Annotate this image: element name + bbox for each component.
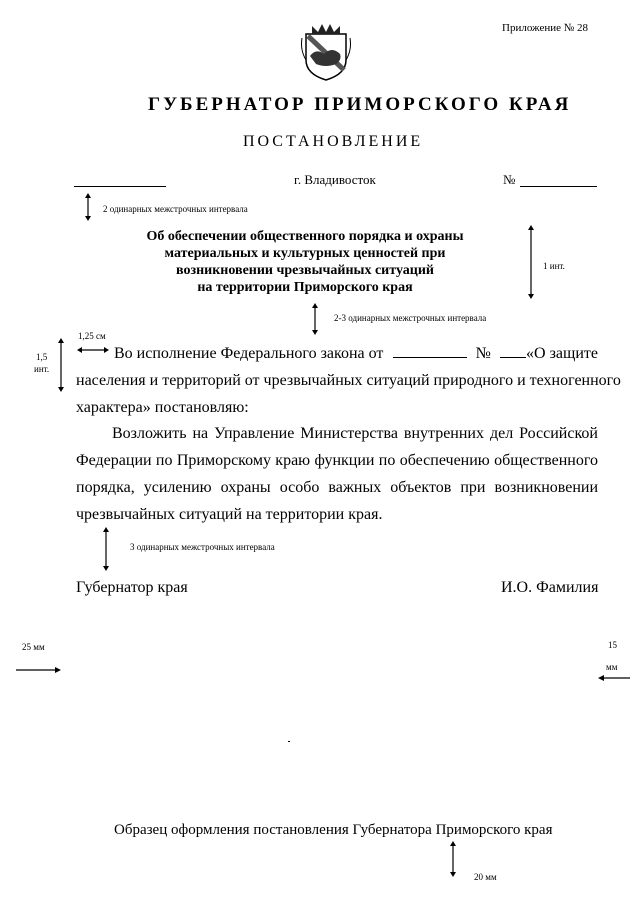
spacing-annotation-unit: инт. [34, 364, 50, 374]
divider-dot [288, 741, 290, 742]
right-margin-annotation-unit: мм [606, 662, 618, 672]
law-date-line [393, 340, 467, 358]
law-number-group [500, 340, 598, 367]
law-number-line [500, 340, 526, 358]
signature-name: И.О. Фамилия [501, 579, 599, 596]
paragraph-line [76, 340, 598, 367]
number-line [520, 172, 597, 187]
heading-line: на территории Приморского края [197, 280, 413, 295]
coat-of-arms-emblem [300, 20, 352, 82]
vertical-arrow-icon [527, 224, 535, 300]
indent-annotation: 1,25 см [78, 331, 106, 341]
heading-line: материальных и культурных ценностей при [164, 246, 446, 261]
law-reference-text: Во исполнение Федерального закона от [114, 345, 384, 362]
interval-annotation: 2-3 одинарных межстрочных интервала [334, 313, 487, 323]
vertical-arrow-icon [449, 840, 457, 878]
vertical-arrow-icon [102, 526, 110, 572]
heading-line: Об обеспечении общественного порядка и охраны [146, 229, 464, 244]
document-type: ПОСТАНОВЛЕНИЕ [243, 133, 424, 150]
city-label: г. Владивосток [294, 172, 376, 187]
document-heading [140, 228, 470, 296]
left-margin-annotation: 25 мм [22, 642, 45, 652]
paragraph-line: населения и территорий от чрезвычайных ситуаций природного и техногенного [76, 372, 621, 389]
paragraph-main: Возложить на Управление Министерства внутренних дел Российской Федерации по Приморскому краю функции по обеспечению общественного порядка, усилению охраны особо важных объектов при возникновении чрезвычайных ситуаций на территории края. [76, 425, 598, 523]
bottom-margin-annotation: 20 мм [474, 872, 497, 882]
interval-annotation: 2 одинарных межстрочных интервала [103, 204, 248, 214]
paragraph-line: характера» постановляю: [76, 399, 249, 416]
interval-annotation: 3 одинарных межстрочных интервала [130, 542, 275, 552]
right-margin-annotation-value: 15 [608, 640, 617, 650]
number-label: № [503, 172, 516, 187]
vertical-arrow-icon [84, 192, 92, 222]
law-number-label: № [475, 345, 491, 362]
vertical-arrow-icon [311, 302, 319, 336]
interval-annotation: 1 инт. [543, 261, 565, 271]
law-title-start: «О защите [526, 345, 598, 362]
heading-line: возникновении чрезвычайных ситуаций [176, 263, 434, 278]
appendix-label: Приложение № 28 [502, 22, 589, 34]
arrow-left-icon [598, 674, 630, 682]
arrow-right-icon [16, 666, 62, 674]
vertical-arrow-icon [57, 337, 65, 393]
signature-position: Губернатор края [76, 579, 188, 596]
sample-caption: Образец оформления постановления Губернатора Приморского края [114, 822, 553, 838]
spacing-annotation-value: 1,5 [36, 352, 48, 362]
document-title: ГУБЕРНАТОР ПРИМОРСКОГО КРАЯ [148, 94, 572, 115]
date-line [74, 172, 166, 187]
paragraph-intro [76, 340, 621, 421]
